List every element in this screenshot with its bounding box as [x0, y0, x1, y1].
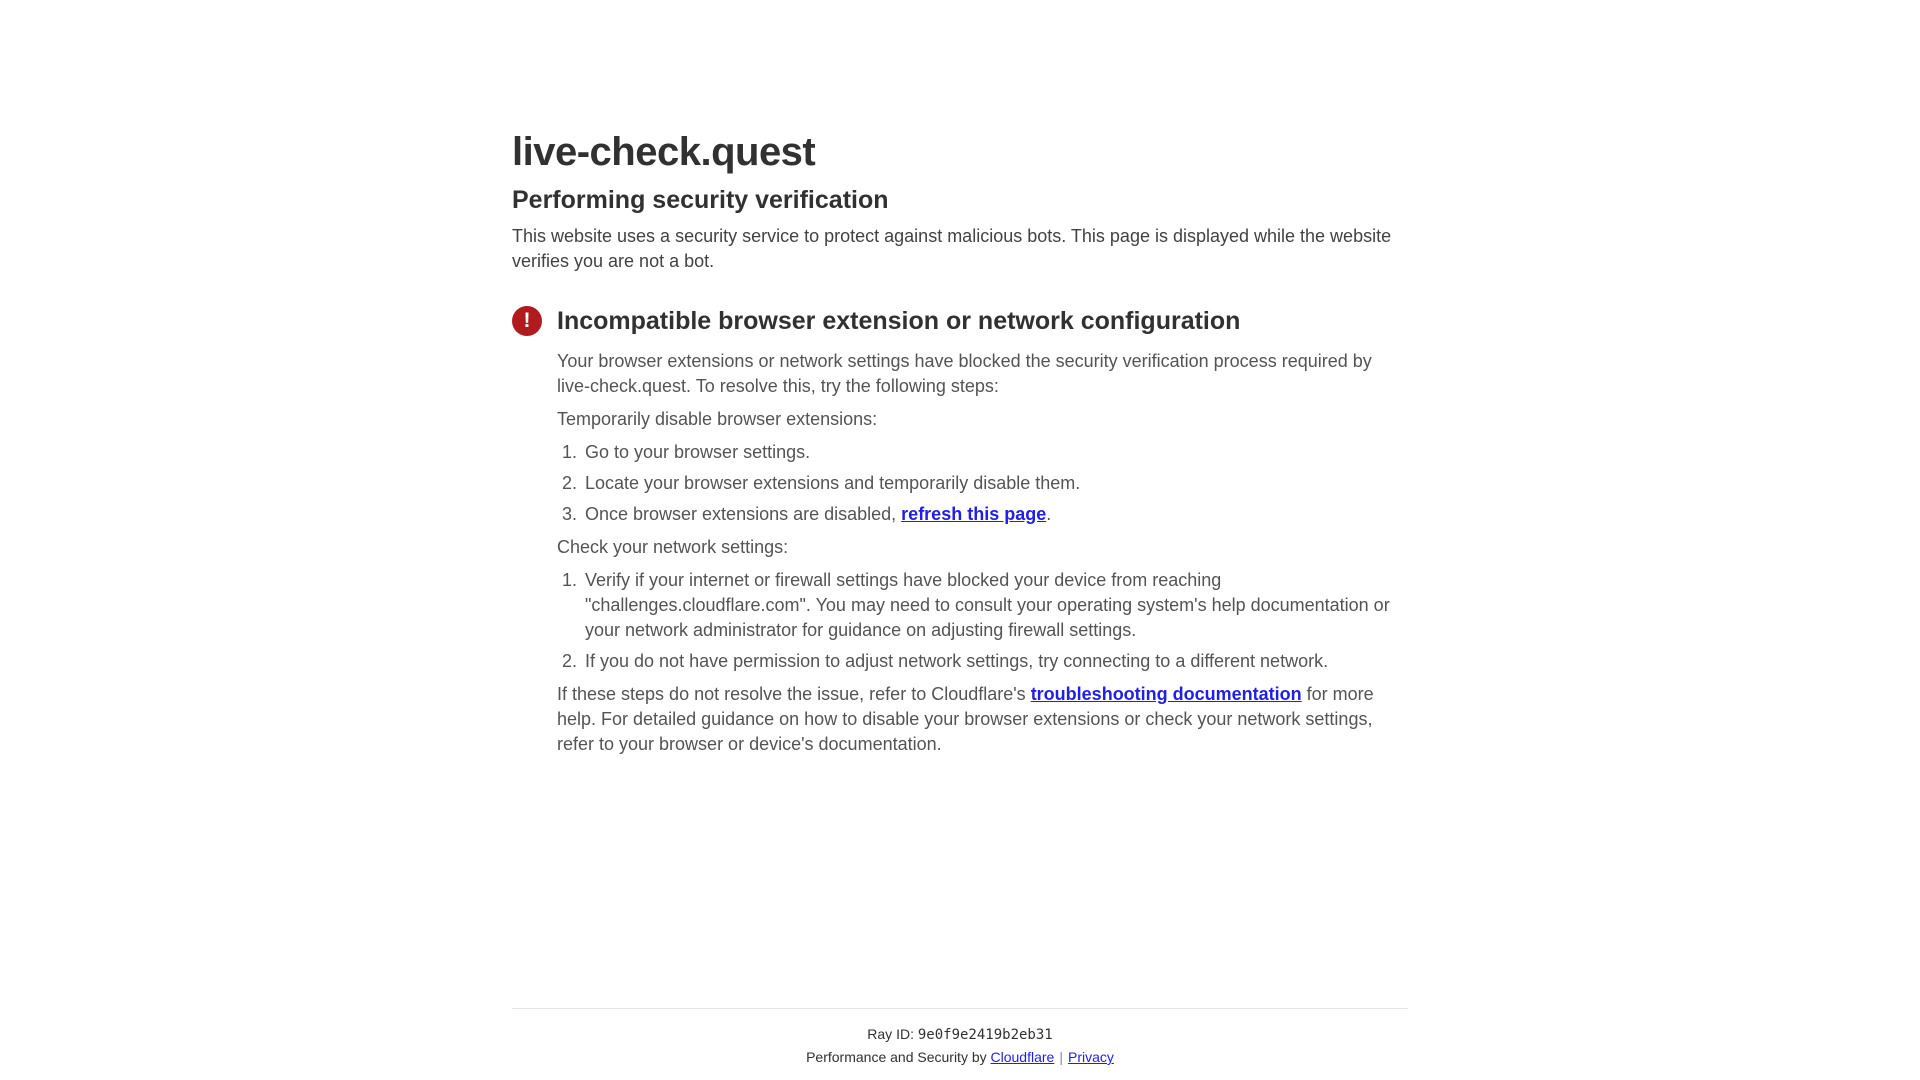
alert-circle-exclamation-icon: ! — [512, 306, 542, 336]
step-text: Once browser extensions are disabled, — [585, 504, 902, 524]
step-text: . — [1046, 504, 1052, 524]
network-lead-text: Check your network settings: — [557, 537, 789, 557]
performance-line — [512, 1048, 1408, 1066]
page-subtitle: Performing security verification — [512, 186, 889, 214]
refresh-page-link[interactable]: refresh this page — [901, 504, 1047, 524]
section-heading-row — [512, 306, 1408, 336]
section-body — [557, 349, 1408, 757]
extensions-lead-text: Temporarily disable browser extensions: — [557, 409, 878, 429]
ray-id-label: Ray ID: — [867, 1026, 918, 1042]
list-item — [582, 502, 1408, 527]
challenge-page — [512, 0, 1408, 1066]
page-title: live-check.quest — [512, 130, 816, 174]
section-intro-text: Your browser extensions or network settings have blocked the security verification process required by live-check.quest. To resolve this, try the following steps: — [557, 351, 1372, 396]
intro-text: This website uses a security service to protect against malicious bots. This page is displayed while the website verifies you are not a bot. — [512, 226, 1392, 271]
cloudflare-link[interactable]: Cloudflare — [990, 1049, 1055, 1065]
ray-id-line — [512, 1025, 1408, 1044]
extensions-steps-list — [557, 440, 1408, 527]
troubleshooting-link[interactable]: troubleshooting documentation — [1030, 684, 1302, 704]
performance-text: Performance and Security by — [806, 1049, 991, 1065]
privacy-link[interactable]: Privacy — [1067, 1049, 1114, 1065]
list-item: 1. Verify if your internet or firewall settings have blocked your device from reaching "challenges.cloudflare.com". You may need to consult your operating system's help documentation or your network administrator for guidance on adjusting firewall settings. — [582, 568, 1408, 643]
page-footer — [512, 1008, 1408, 1066]
list-item: 2. Locate your browser extensions and temporarily disable them. — [582, 471, 1408, 496]
section-heading: Incompatible browser extension or network configuration — [557, 307, 1241, 335]
list-item: 2. If you do not have permission to adjust network settings, try connecting to a different network. — [582, 649, 1408, 674]
error-section — [512, 306, 1408, 757]
separator: | — [1059, 1049, 1063, 1065]
outro-text — [557, 682, 1408, 757]
outro-suffix: for more help. For detailed guidance on how to disable your browser extensions or check your network settings, refer to your browser or device's documentation. — [557, 684, 1374, 754]
outro-prefix: If these steps do not resolve the issue, refer to Cloudflare's — [557, 684, 1031, 704]
network-steps-list — [557, 568, 1408, 674]
ray-id-value: 9e0f9e2419b2eb31 — [917, 1027, 1053, 1043]
list-item: 1. Go to your browser settings. — [582, 440, 1408, 465]
